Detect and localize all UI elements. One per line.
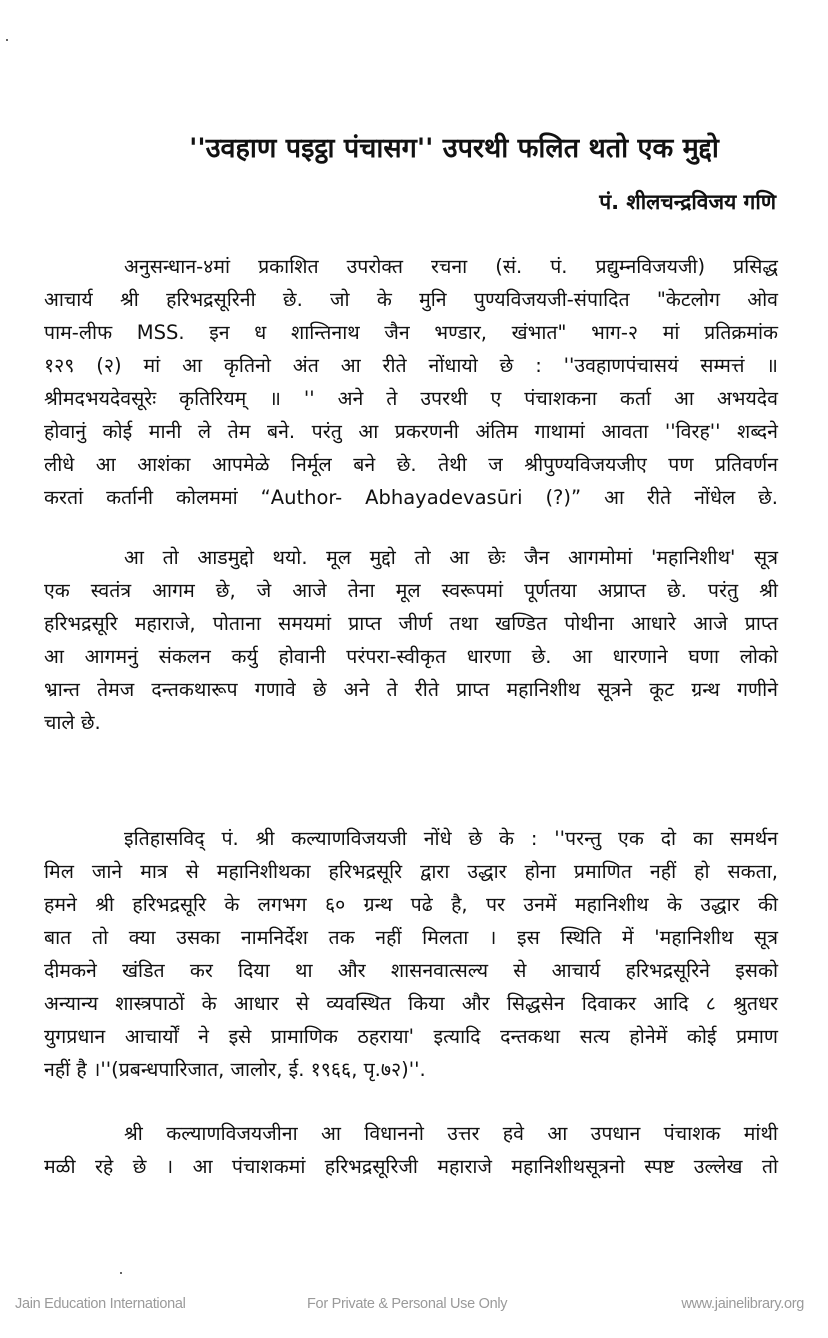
text-line: आ तो आडमुद्दो थयो. मूल मुद्दो तो आ छेः जैन आगमोमां 'महानिशीथ' सूत्र bbox=[124, 546, 778, 569]
text-line: हमने श्री हरिभद्रसूरि के लगभग ६० ग्रन्थ पढे है, पर उनमें महानिशीथ के उद्धार की bbox=[44, 893, 778, 916]
text-line: लीधे आ आशंका आपमेळे निर्मूल बने छे. तेथी ज श्रीपुण्यविजयजीए पण प्रतिवर्णन bbox=[44, 453, 778, 476]
text-line: करतां कर्तानी कोलममां “Author- Abhayadevasūri (?)” आ रीते नोंधेल छे. bbox=[44, 486, 778, 509]
scan-speck bbox=[6, 39, 8, 41]
text-line: श्री कल्याणविजयजीना आ विधाननो उत्तर हवे आ उपधान पंचाशक मांथी bbox=[124, 1122, 778, 1145]
text-line: दीमकने खंडित कर दिया था और शासनवात्सल्य से आचार्य हरिभद्रसूरिने इसको bbox=[44, 959, 778, 982]
text-line: नहीं है ।''(प्रबन्धपारिजात, जालोर, ई. १९६६, पृ.७२)''. bbox=[44, 1058, 426, 1081]
text-line: अन्यान्य शास्त्रपाठों के आधार से व्यवस्थित किया और सिद्धसेन दिवाकर आदि ८ श्रुतधर bbox=[44, 992, 778, 1015]
text-line: १२९ (२) मां आ कृतिनो अंत आ रीते नोंधायो छे : ''उवहाणपंचासयं सम्मत्तं ॥ bbox=[44, 354, 778, 377]
footer-usage-notice: For Private & Personal Use Only bbox=[307, 1296, 508, 1312]
text-line: भ्रान्त तेमज दन्तकथारूप गणावे छे अने ते रीते प्राप्त महानिशीथ सूत्रने कूट ग्रन्थ गणीने bbox=[44, 678, 778, 701]
text-line: अनुसन्धान-४मां प्रकाशित उपरोक्त रचना (सं. पं. प्रद्युम्नविजयजी) प्रसिद्ध bbox=[124, 255, 778, 278]
article-title: ''उवहाण पइट्ठा पंचासग'' उपरथी फलित थतो एक मुद्दो bbox=[189, 133, 719, 164]
text-line: इतिहासविद् पं. श्री कल्याणविजयजी नोंधे छे के : ''परन्तु एक दो का समर्थन bbox=[124, 827, 778, 850]
text-line: श्रीमदभयदेवसूरेः कृतिरियम् ॥ '' अने ते उपरथी ए पंचाशकना कर्ता आ अभयदेव bbox=[44, 387, 778, 410]
footer-publisher: Jain Education International bbox=[15, 1296, 186, 1312]
text-line: आ आगमनुं संकलन कर्यु होवानी परंपरा-स्वीकृत धारणा छे. आ धारणाने घणा लोको bbox=[44, 645, 778, 668]
text-line: चाले छे. bbox=[44, 711, 101, 734]
text-line: होवानुं कोई मानी ले तेम बने. परंतु आ प्रकरणनी अंतिम गाथामां आवता ''विरह'' शब्दने bbox=[44, 420, 778, 443]
text-line: मळी रहे छे । आ पंचाशकमां हरिभद्रसूरिजी महाराजे महानिशीथसूत्रनो स्पष्ट उल्लेख तो bbox=[44, 1155, 778, 1178]
article-author: पं. शीलचन्द्रविजय गणि bbox=[599, 190, 776, 214]
text-line: आचार्य श्री हरिभद्रसूरिनी छे. जो के मुनि पुण्यविजयजी-संपादित "केटलोग ओव bbox=[44, 288, 778, 311]
text-line: बात तो क्या उसका नामनिर्देश तक नहीं मिलता । इस स्थिति में 'महानिशीथ सूत्र bbox=[44, 926, 778, 949]
text-line: एक स्वतंत्र आगम छे, जे आजे तेना मूल स्वरूपमां पूर्णतया अप्राप्त छे. परंतु श्री bbox=[44, 579, 778, 602]
scan-speck bbox=[120, 1272, 122, 1274]
footer-website-link[interactable]: www.jainelibrary.org bbox=[681, 1296, 804, 1312]
text-line: युगप्रधान आचार्यों ने इसे प्रामाणिक ठहराया' इत्यादि दन्तकथा सत्य होनेमें कोई प्रमाण bbox=[44, 1025, 778, 1048]
text-line: हरिभद्रसूरि महाराजे, पोताना समयमां प्राप्त जीर्ण तथा खण्डित पोथीना आधारे आजे प्राप्त bbox=[44, 612, 778, 635]
text-line: पाम-लीफ MSS. इन ध शान्तिनाथ जैन भण्डार, खंभात" भाग-२ मां प्रतिक्रमांक bbox=[44, 321, 778, 344]
text-line: मिल जाने मात्र से महानिशीथका हरिभद्रसूरि द्वारा उद्धार होना प्रमाणित नहीं हो सकता, bbox=[44, 860, 778, 883]
